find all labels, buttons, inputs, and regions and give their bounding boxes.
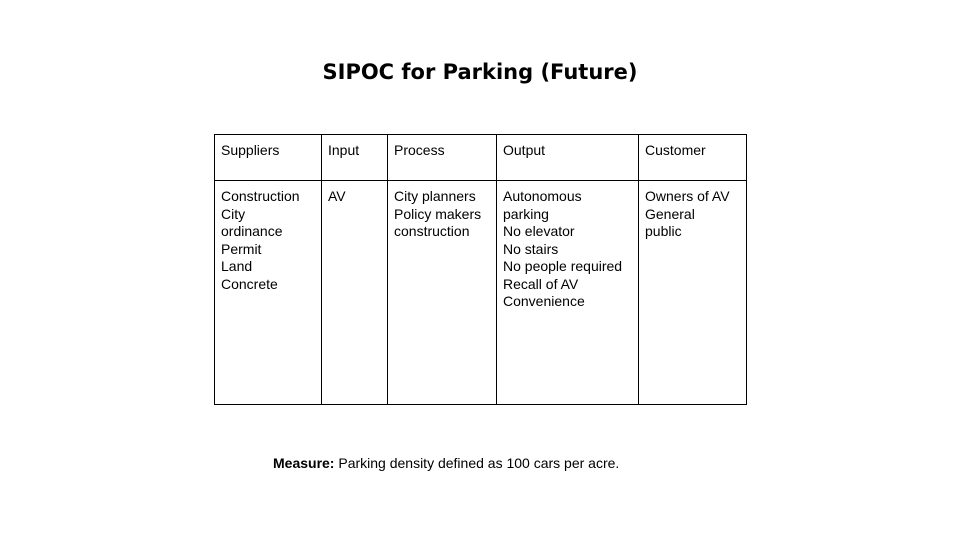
cell-line: No elevator bbox=[503, 223, 575, 239]
cell-line: parking bbox=[503, 205, 549, 222]
measure-note bbox=[273, 455, 619, 471]
cell-line: Recall of AV bbox=[503, 275, 579, 292]
cell-line: City planners bbox=[394, 188, 476, 204]
cell-line: Land bbox=[221, 258, 253, 274]
cell-output bbox=[497, 181, 639, 405]
cell-line: General bbox=[645, 205, 695, 222]
header-output: Output bbox=[497, 135, 639, 181]
header-input: Input bbox=[322, 135, 388, 181]
cell-line: Autonomous bbox=[503, 188, 582, 204]
cell-line: Permit bbox=[221, 240, 262, 257]
cell-process bbox=[388, 181, 497, 405]
cell-line: ordinance bbox=[221, 223, 283, 239]
cell-input bbox=[322, 181, 388, 405]
table-row bbox=[215, 181, 747, 405]
cell-line: Policy makers bbox=[394, 205, 482, 222]
measure-label: Measure: bbox=[273, 455, 335, 471]
sipoc-table bbox=[214, 134, 747, 405]
cell-customer bbox=[639, 181, 747, 405]
table-header-row bbox=[215, 135, 747, 181]
header-process: Process bbox=[388, 135, 497, 181]
cell-line: Construction bbox=[221, 188, 300, 204]
cell-line: AV bbox=[328, 188, 346, 204]
header-suppliers: Suppliers bbox=[215, 135, 322, 181]
cell-line: No stairs bbox=[503, 240, 559, 257]
header-customer: Customer bbox=[639, 135, 747, 181]
cell-line: construction bbox=[394, 223, 470, 239]
cell-line: Owners of AV bbox=[645, 188, 730, 204]
cell-line: public bbox=[645, 223, 682, 239]
cell-line: No people required bbox=[503, 258, 623, 274]
cell-line: City bbox=[221, 205, 246, 222]
cell-line: Convenience bbox=[503, 293, 585, 309]
cell-line: Concrete bbox=[221, 275, 278, 292]
slide-title: SIPOC for Parking (Future) bbox=[322, 60, 638, 84]
measure-text: Parking density defined as 100 cars per acre. bbox=[334, 455, 620, 471]
cell-suppliers bbox=[215, 181, 322, 405]
